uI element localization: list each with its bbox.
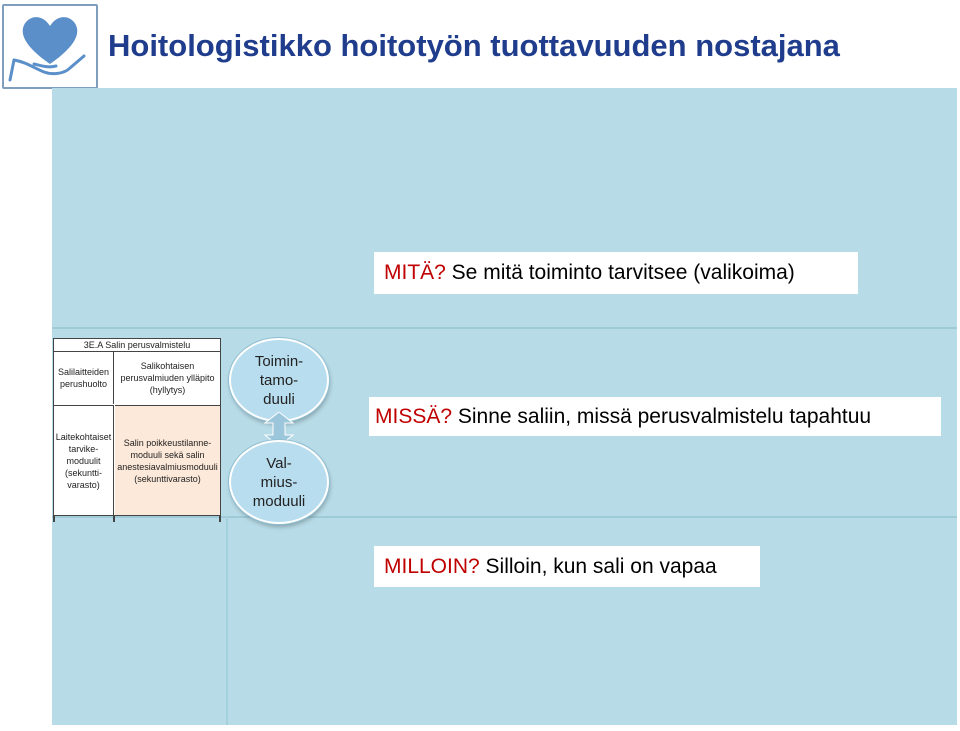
table-border <box>219 516 221 522</box>
perusvalmistelu-table <box>53 338 221 516</box>
question-text: Sinne saliin, missä perusvalmistelu tapahtuu <box>452 405 872 428</box>
question-missa <box>369 397 941 436</box>
logo <box>2 4 98 89</box>
question-mita <box>374 252 858 294</box>
valmiusmoduuli-oval: Val- mius- moduuli <box>229 440 329 524</box>
table-cell: Salilaitteiden perushuolto <box>54 352 114 404</box>
question-key: MILLOIN? <box>384 555 480 578</box>
question-milloin <box>374 546 760 587</box>
divider <box>52 327 957 329</box>
divider <box>226 516 228 725</box>
heart-in-hand-icon <box>4 6 96 87</box>
question-text: Silloin, kun sali on vapaa <box>479 555 717 578</box>
table-header: 3E.A Salin perusvalmistelu <box>54 339 220 352</box>
table-border <box>113 516 115 522</box>
table-cell: Salikohtaisen perusvalmiuden ylläpito (hyllytys) <box>120 361 215 395</box>
toimintamoduuli-oval: Toimin- tamo- duuli <box>229 338 329 422</box>
divider <box>52 516 957 518</box>
question-key: MISSÄ? <box>375 405 453 428</box>
page-title: Hoitologistikko hoitotyön tuottavuuden nostajana <box>108 28 840 63</box>
question-text: Se mitä toiminto tarvitsee (valikoima) <box>445 261 795 284</box>
question-key: MITÄ? <box>384 261 446 284</box>
table-border <box>53 516 55 522</box>
table-cell: Laitekohtaiset tarvike- moduulit (sekuntti- varasto) <box>54 405 114 515</box>
table-cell-highlighted: Salin poikkeustilanne- moduuli sekä salin anestesiavalmiusmoduuli (sekunttivarasto) <box>115 405 220 515</box>
